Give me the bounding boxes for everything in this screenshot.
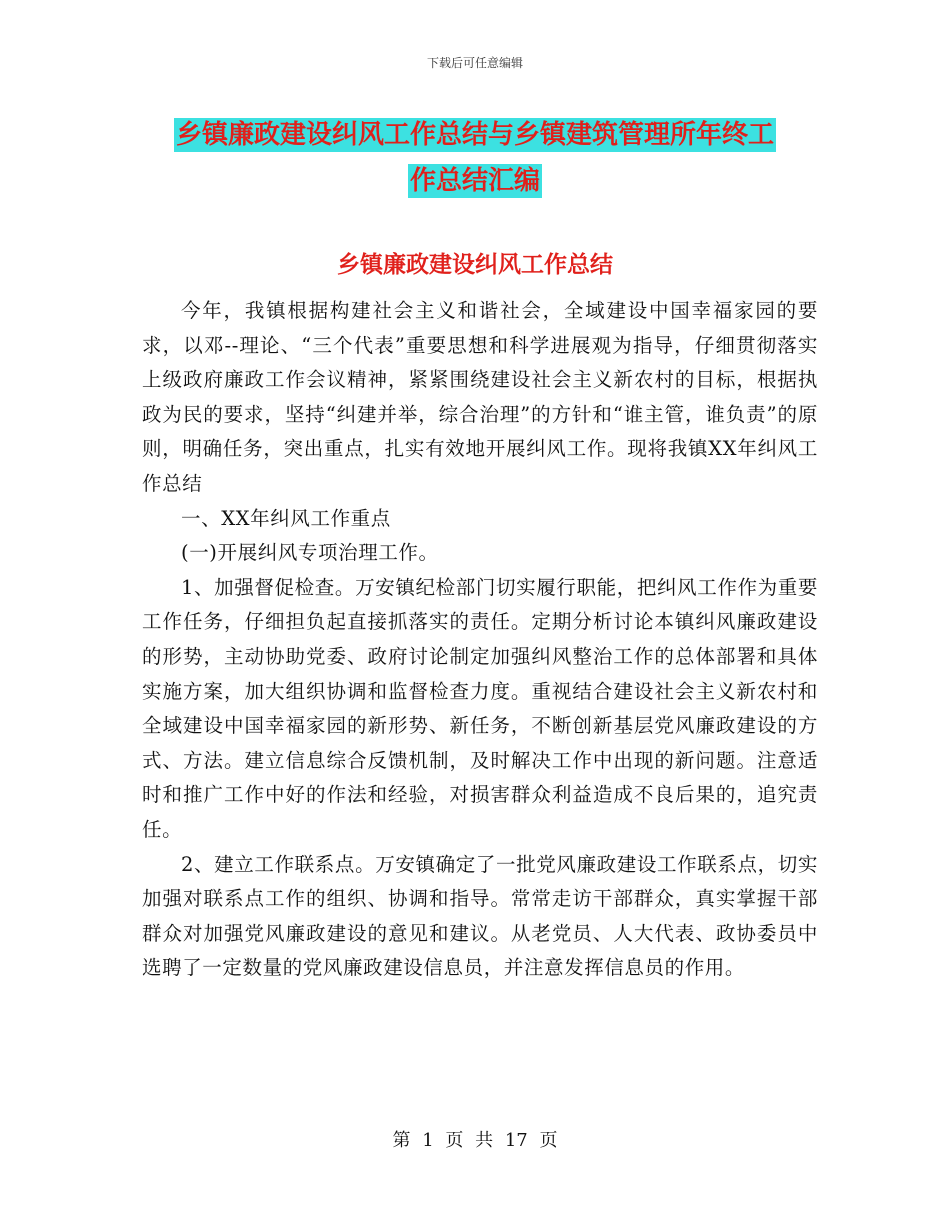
- section-title: 乡镇廉政建设纠风工作总结: [337, 251, 613, 278]
- page-footer: 第 1 页 共 17 页: [392, 1130, 558, 1151]
- body-text: [142, 294, 818, 986]
- subheading-special-governance: (一)开展纠风专项治理工作。: [181, 541, 439, 565]
- document-title: [140, 112, 810, 204]
- document-title-line2: 作总结汇编: [409, 166, 540, 196]
- heading-key-points: 一、XX年纠风工作重点: [181, 506, 391, 530]
- document-title-line1: 乡镇廉政建设纠风工作总结与乡镇建筑管理所年终工: [175, 120, 774, 150]
- paragraph-contact-points: 2、建立工作联系点。万安镇确定了一批党风廉政建设工作联系点，切实加强对联系点工作的组织、协调和指导。常常走访干部群众，真实掌握干部群众对加强党风廉政建设的意见和建议。从老党员、人大代表、政协委员中选聘了一定数量的党风廉政建设信息员，并注意发挥信息员的作用。: [142, 852, 818, 980]
- paragraph-supervision: 1、加强督促检查。万安镇纪检部门切实履行职能，把纠风工作作为重要工作任务，仔细担负起直接抓落实的责任。定期分析讨论本镇纠风廉政建设的形势，主动协助党委、政府讨论制定加强纠风整治工作的总体部署和具体实施方案，加大组织协调和监督检查力度。重视结合建设社会主义新农村和全域建设中国幸福家园的新形势、新任务，不断创新基层党风廉政建设的方式、方法。建立信息综合反馈机制，及时解决工作中出现的新问题。注意适时和推广工作中好的作法和经验，对损害群众利益造成不良后果的，追究责任。: [142, 575, 818, 841]
- header-note: 下载后可任意编辑: [426, 56, 523, 70]
- paragraph-intro: 今年，我镇根据构建社会主义和谐社会，全域建设中国幸福家园的要求，以邓--理论、“三个代表”重要思想和科学进展观为指导，仔细贯彻落实上级政府廉政工作会议精神，紧紧围绕建设社会主义新农村的目标，根据执政为民的要求，坚持“纠建并举，综合治理”的方针和“谁主管，谁负责”的原则，明确任务，突出重点，扎实有效地开展纠风工作。现将我镇XX年纠风工作总结: [142, 299, 818, 495]
